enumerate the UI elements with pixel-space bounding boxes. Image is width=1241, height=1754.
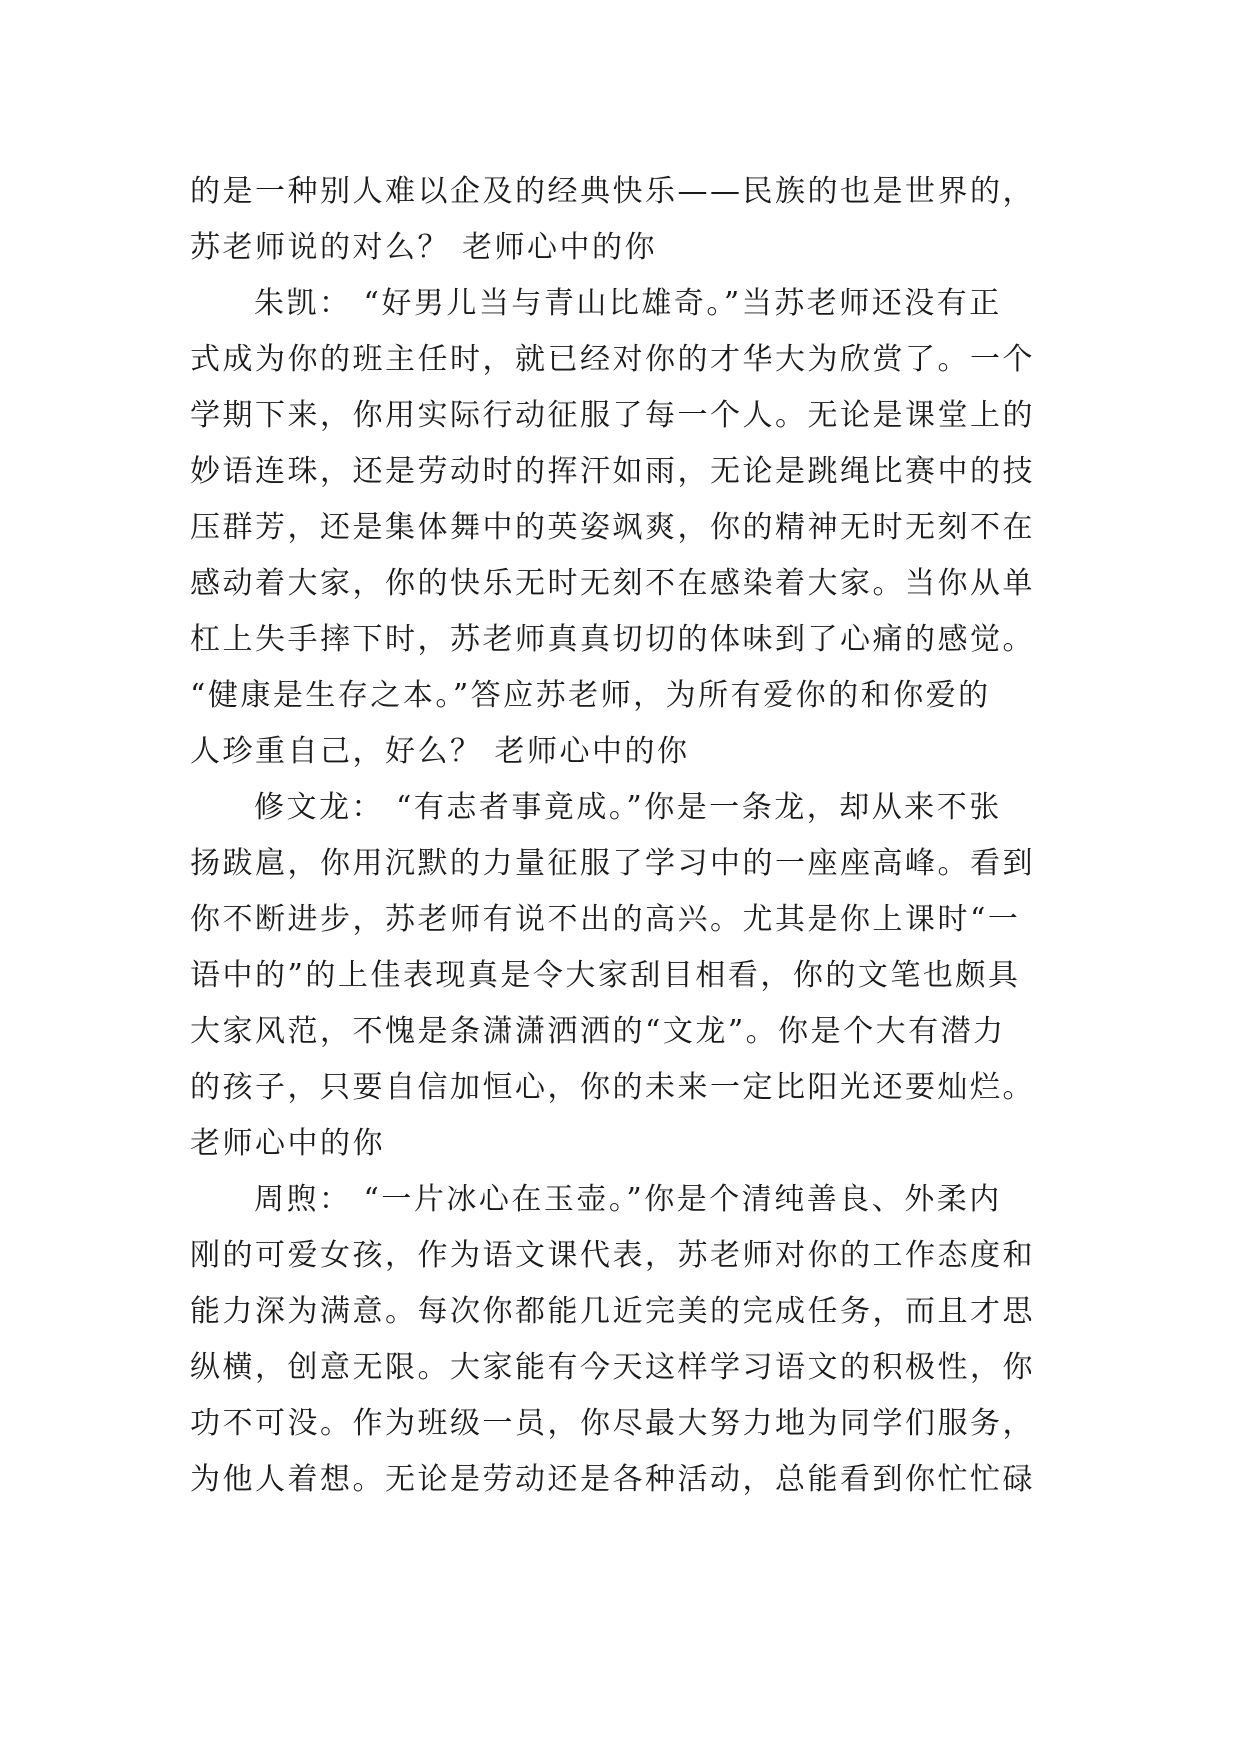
text-line: 人珍重自己，好么？ 老师心中的你 xyxy=(190,734,690,769)
text-line: 的是一种别人难以企及的经典快乐——民族的也是世界的， xyxy=(190,174,1035,209)
paragraph-start-zhou-xu: 周煦： “一片冰心在玉壶。”你是个清纯善良、外柔内 xyxy=(254,1182,1002,1217)
text-line: 扬跋扈，你用沉默的力量征服了学习中的一座座高峰。看到 xyxy=(190,846,1035,881)
text-line: 感动着大家，你的快乐无时无刻不在感染着大家。当你从单 xyxy=(190,566,1035,601)
text-line: 苏老师说的对么？ 老师心中的你 xyxy=(190,230,658,265)
text-line: 能力深为满意。每次你都能几近完美的完成任务，而且才思 xyxy=(190,1294,1035,1329)
text-line: 为他人着想。无论是劳动还是各种活动，总能看到你忙忙碌 xyxy=(190,1462,1035,1497)
text-line: 压群芳，还是集体舞中的英姿飒爽，你的精神无时无刻不在 xyxy=(190,510,1035,545)
text-line: 纵横，创意无限。大家能有今天这样学习语文的积极性，你 xyxy=(190,1350,1035,1385)
text-line: 刚的可爱女孩，作为语文课代表，苏老师对你的工作态度和 xyxy=(190,1238,1035,1273)
text-line: 老师心中的你 xyxy=(190,1126,385,1161)
text-line: 杠上失手摔下时，苏老师真真切切的体味到了心痛的感觉。 xyxy=(190,622,1035,657)
paragraph-start-zhu-kai: 朱凯： “好男儿当与青山比雄奇。”当苏老师还没有正 xyxy=(254,286,1002,321)
text-line: 你不断进步，苏老师有说不出的高兴。尤其是你上课时“一 xyxy=(190,902,1021,937)
text-line: 式成为你的班主任时，就已经对你的才华大为欣赏了。一个 xyxy=(190,342,1035,377)
text-line: 学期下来，你用实际行动征服了每一个人。无论是课堂上的 xyxy=(190,398,1035,433)
text-line: 的孩子，只要自信加恒心，你的未来一定比阳光还要灿烂。 xyxy=(190,1070,1035,1105)
text-line: 功不可没。作为班级一员，你尽最大努力地为同学们服务， xyxy=(190,1406,1035,1441)
paragraph-start-xiu-wen-long: 修文龙： “有志者事竟成。”你是一条龙，却从来不张 xyxy=(254,790,1002,825)
text-line: 妙语连珠，还是劳动时的挥汗如雨，无论是跳绳比赛中的技 xyxy=(190,454,1035,489)
body-text xyxy=(190,164,1070,1508)
text-line: 大家风范，不愧是条潇潇洒洒的“文龙”。你是个大有潜力 xyxy=(190,1014,1006,1049)
text-line: “健康是生存之本。”答应苏老师，为所有爱你的和你爱的 xyxy=(190,678,991,713)
text-line: 语中的”的上佳表现真是令大家刮目相看，你的文笔也颇具 xyxy=(190,958,1021,993)
